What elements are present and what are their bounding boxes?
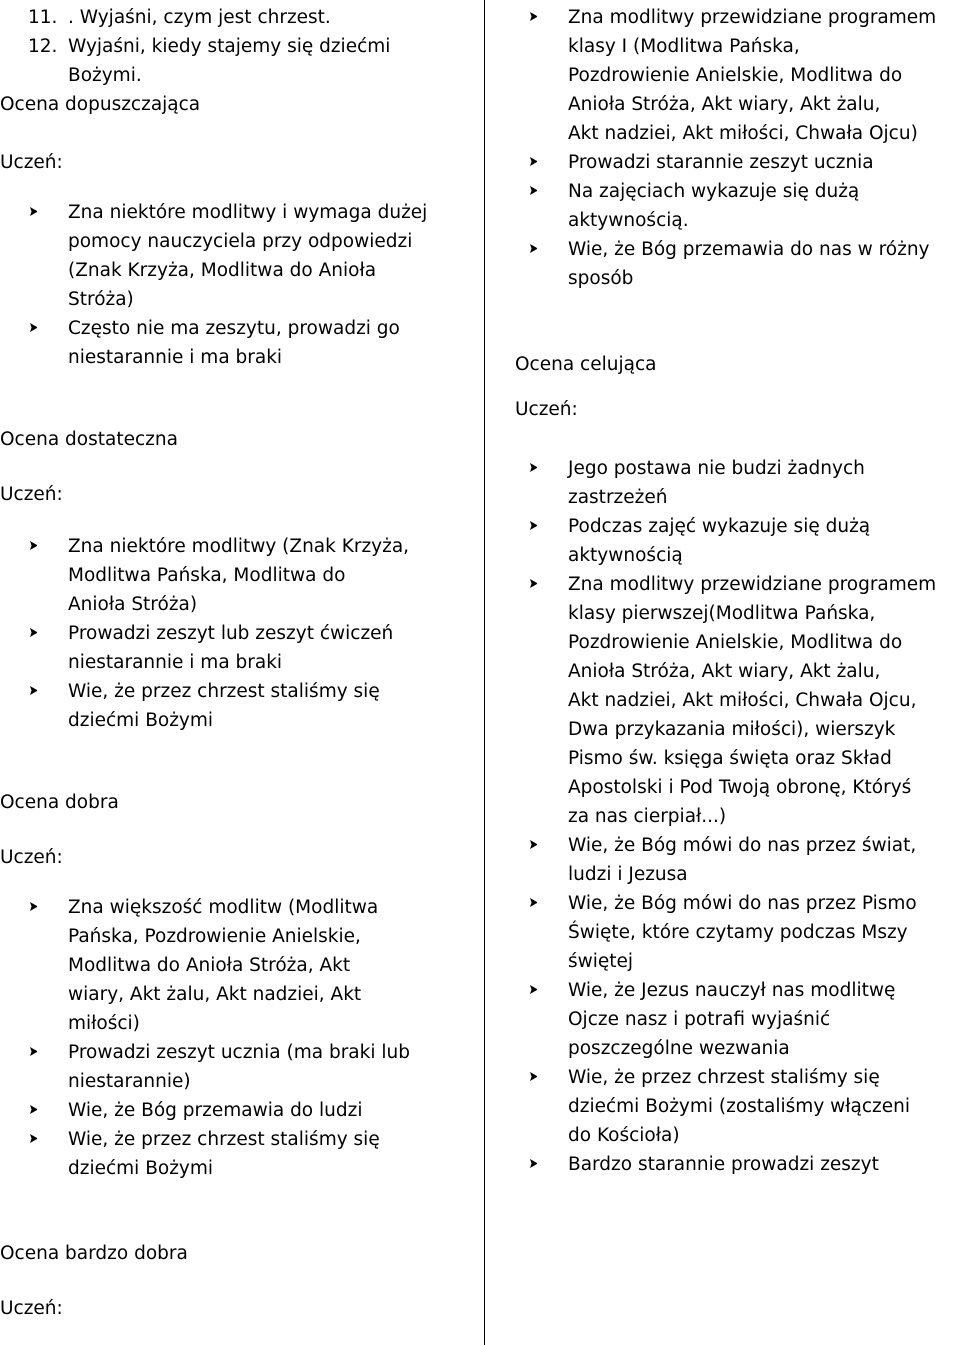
- bullet-icon: [530, 12, 537, 21]
- list-item: Wie, że przez chrzest staliśmy się dziećmi Bożymi (zostaliśmy włączeni do Kościoła): [500, 1063, 960, 1150]
- list-item: Wie, że Jezus nauczył nas modlitwę Ojcze nasz i potrafi wyjaśnić poszczególne wezwania: [500, 976, 960, 1063]
- list-item: Wie, że Bóg mówi do nas przez Pismo Święte, które czytamy podczas Mszy świętej: [500, 889, 960, 976]
- uczen-label: Uczeń:: [0, 484, 63, 505]
- bullet-icon: [30, 686, 37, 695]
- list-item: Zna modlitwy przewidziane programem klasy pierwszej(Modlitwa Pańska, Pozdrowienie Anielskie, Modlitwa do Anioła Stróża, Akt wiary, Akt żalu, Akt nadziei, Akt miłości, Chwała Ojcu, Dwa przykazania miłości), wierszyk Pismo św. księga święta oraz Skład Apostolski i Pod Twoją obronę, Któryś za nas cierpiał...): [500, 570, 960, 831]
- list-item: Prowadzi zeszyt lub zeszyt ćwiczeń niestarannie i ma braki: [0, 619, 470, 677]
- bullet-icon: [30, 1047, 37, 1056]
- bullet-icon: [530, 244, 537, 253]
- list-item: Zna niektóre modlitwy i wymaga dużej pomocy nauczyciela przy odpowiedzi (Znak Krzyża, Modlitwa do Anioła Stróża): [0, 198, 470, 314]
- list-item: Zna większość modlitw (Modlitwa Pańska, Pozdrowienie Anielskie, Modlitwa do Anioła Stróża, Akt wiary, Akt żalu, Akt nadziei, Akt miłości): [0, 893, 470, 1038]
- heading-ocena-bardzo-dobra: Ocena bardzo dobra: [0, 1243, 188, 1264]
- list-item: Wie, że Bóg przemawia do nas w różny sposób: [500, 235, 960, 293]
- section-bardzo-dobra: [0, 1239, 470, 1323]
- list-celujaca: [500, 454, 960, 1179]
- bullet-icon: [530, 840, 537, 849]
- list-item: Często nie ma zeszytu, prowadzi go niestarannie i ma braki: [0, 314, 470, 372]
- bullet-icon: [530, 898, 537, 907]
- bullet-icon: [530, 985, 537, 994]
- uczen-label: Uczeń:: [0, 1298, 63, 1319]
- bullet-icon: [30, 628, 37, 637]
- bullet-icon: [530, 579, 537, 588]
- list-item: Na zajęciach wykazuje się dużą aktywnością.: [500, 177, 960, 235]
- list-item: Zna modlitwy przewidziane programem klasy I (Modlitwa Pańska, Pozdrowienie Anielskie, Modlitwa do Anioła Stróża, Akt wiary, Akt żalu, Akt nadziei, Akt miłości, Chwała Ojcu): [500, 3, 960, 148]
- list-dopuszczajaca: [0, 198, 470, 372]
- list-item: Wie, że Bóg mówi do nas przez świat, ludzi i Jezusa: [500, 831, 960, 889]
- bullet-icon: [530, 157, 537, 166]
- bullet-icon: [30, 1134, 37, 1143]
- bullet-icon: [30, 323, 37, 332]
- column-divider: [484, 0, 485, 1345]
- uczen-label: Uczeń:: [0, 152, 63, 173]
- numbered-item-12-cont: Bożymi.: [68, 65, 142, 86]
- list-dobra: [0, 893, 470, 1183]
- list-item: Zna niektóre modlitwy (Znak Krzyża, Modlitwa Pańska, Modlitwa do Anioła Stróża): [0, 532, 470, 619]
- uczen-label: Uczeń:: [515, 399, 578, 420]
- numbered-item-11: 11. . Wyjaśni, czym jest chrzest.: [28, 7, 331, 28]
- list-bardzo-dobra: [500, 3, 960, 293]
- bullet-icon: [530, 1072, 537, 1081]
- bullet-icon: [530, 463, 537, 472]
- list-item: Wie, że przez chrzest staliśmy się dziećmi Bożymi: [0, 1125, 470, 1183]
- list-item: Wie, że przez chrzest staliśmy się dziećmi Bożymi: [0, 677, 470, 735]
- section-celujaca: [515, 350, 960, 424]
- bullet-icon: [30, 541, 37, 550]
- bullet-icon: [30, 1105, 37, 1114]
- heading-ocena-dobra: Ocena dobra: [0, 792, 119, 813]
- uczen-label: Uczeń:: [0, 847, 63, 868]
- list-dostateczna: [0, 532, 470, 735]
- heading-ocena-dopuszczajaca: Ocena dopuszczająca: [0, 94, 201, 115]
- heading-ocena-dostateczna: Ocena dostateczna: [0, 429, 178, 450]
- bullet-icon: [530, 521, 537, 530]
- bullet-icon: [530, 186, 537, 195]
- bullet-icon: [30, 207, 37, 216]
- list-item: Jego postawa nie budzi żadnych zastrzeżeń: [500, 454, 960, 512]
- list-item: Wie, że Bóg przemawia do ludzi: [0, 1096, 470, 1125]
- section-dostateczna: [0, 425, 470, 509]
- bullet-icon: [530, 1159, 537, 1168]
- list-item: Prowadzi zeszyt ucznia (ma braki lub niestarannie): [0, 1038, 470, 1096]
- bullet-icon: [30, 902, 37, 911]
- section-dobra: [0, 788, 470, 872]
- numbered-list: [0, 3, 470, 177]
- numbered-item-12: 12. Wyjaśni, kiedy stajemy się dziećmi: [28, 36, 391, 57]
- list-item: Podczas zajęć wykazuje się dużą aktywnością: [500, 512, 960, 570]
- list-item: Prowadzi starannie zeszyt ucznia: [500, 148, 960, 177]
- heading-ocena-celujaca: Ocena celująca: [515, 354, 657, 375]
- list-item: Bardzo starannie prowadzi zeszyt: [500, 1150, 960, 1179]
